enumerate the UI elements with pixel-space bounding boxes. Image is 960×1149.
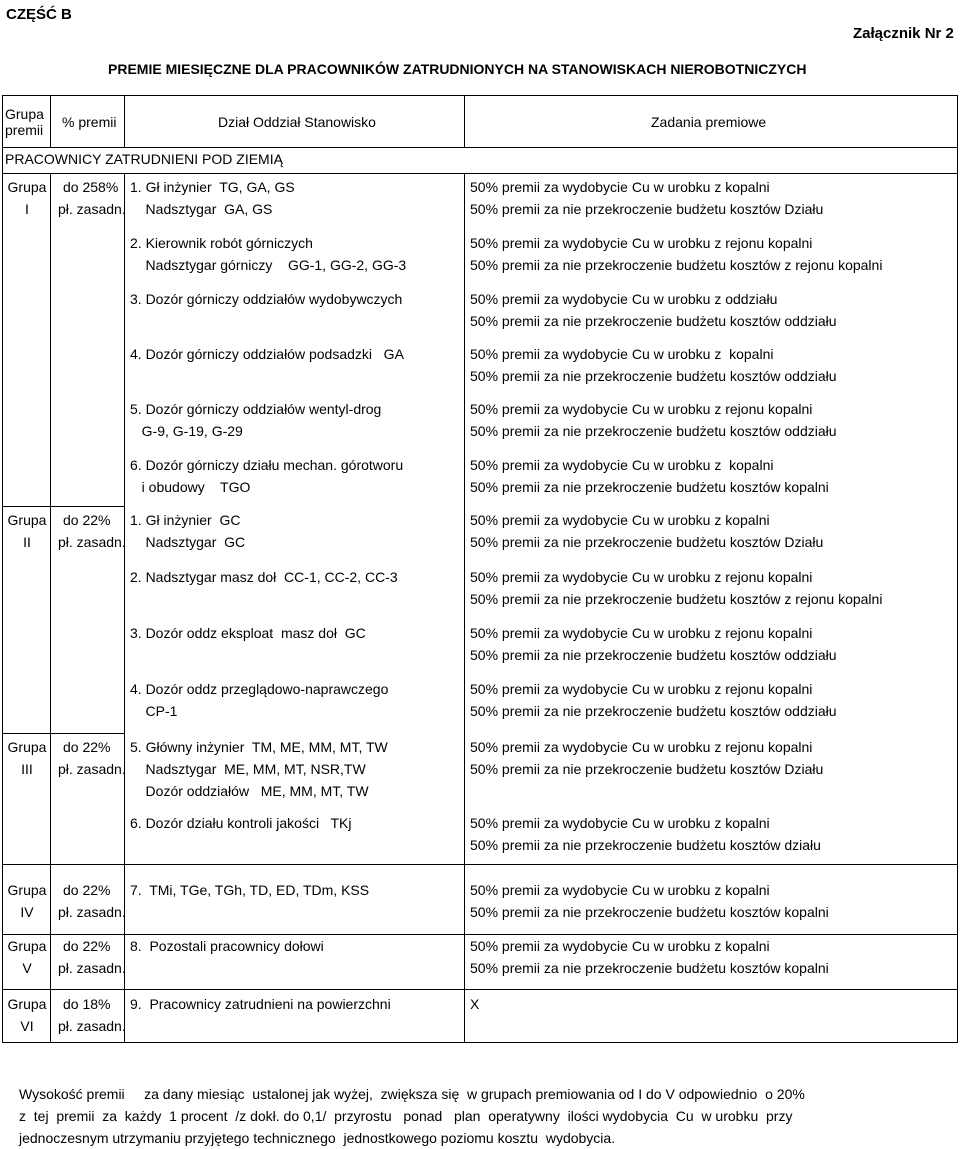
section-row-border (2, 173, 958, 174)
group-cell: Grupa V (7, 938, 47, 976)
group-cell: Grupa I (7, 179, 47, 217)
header-tasks: Zadania premiowe (651, 114, 767, 130)
position-cell: 9. Pracownicy zatrudnieni na powierzchni (130, 996, 391, 1012)
table-bottom-border (2, 1042, 958, 1043)
footer-note: Wysokość premii za dany miesiąc ustalonej jak wyżej, zwiększa się w grupach premiowania od I do V odpowiednio o 20% z tej premii za każdy 1 procent /z dokł. do 0,1/ przyrostu ponad plan operatywny ilości wydobycia Cu w urobku przy jednoczesnym utrzymaniu przyjętego technicznego jednostkowego poziomu kosztu wydobycia. (19, 1086, 805, 1146)
percent-cell: do 22% pł. zasadn. (58, 739, 126, 777)
header-group: Grupa premii (5, 106, 44, 138)
percent-cell: do 22% pł. zasadn. (58, 938, 126, 976)
group-cell: Grupa III (7, 739, 47, 777)
tasks-cell: 50% premii za wydobycie Cu w urobku z kopalni 50% premii za nie przekroczenie budżetu kosztów Działu (470, 512, 824, 550)
tasks-cell: 50% premii za wydobycie Cu w urobku z kopalni 50% premii za nie przekroczenie budżetu kosztów oddziału (470, 346, 837, 384)
position-cell: 2. Kierownik robót górniczych Nadsztygar górniczy GG-1, GG-2, GG-3 (130, 235, 407, 273)
column-divider (464, 173, 465, 1043)
group-separator (2, 989, 958, 990)
table-right-border (957, 95, 958, 1043)
tasks-cell: 50% premii za wydobycie Cu w urobku z rejonu kopalni 50% premii za nie przekroczenie budżetu kosztów z rejonu kopalni (470, 235, 883, 273)
tasks-cell: 50% premii za wydobycie Cu w urobku z kopalni 50% premii za nie przekroczenie budżetu kosztów działu (470, 815, 821, 853)
header-bottom-border (2, 147, 958, 148)
header-position: Dział Oddział Stanowisko (218, 114, 376, 130)
column-divider (124, 95, 125, 148)
percent-cell: do 18% pł. zasadn. (58, 996, 126, 1034)
tasks-cell: 50% premii za wydobycie Cu w urobku z kopalni 50% premii za nie przekroczenie budżetu kosztów kopalni (470, 938, 829, 976)
position-cell: 4. Dozór oddz przeglądowo-naprawczego CP-1 (130, 681, 389, 719)
position-cell: 4. Dozór górniczy oddziałów podsadzki GA (130, 346, 404, 362)
column-divider (50, 95, 51, 148)
position-cell: 1. Gł inżynier GC Nadsztygar GC (130, 512, 246, 550)
position-cell: 5. Główny inżynier TM, ME, MM, MT, TW Nadsztygar ME, MM, MT, NSR,TW Dozór oddziałów ME, MM, MT, TW (130, 739, 388, 799)
percent-cell: do 22% pł. zasadn. (58, 882, 126, 920)
table-top-border (2, 95, 958, 96)
document-title: PREMIE MIESIĘCZNE DLA PRACOWNIKÓW ZATRUDNIONYCH NA STANOWISKACH NIEROBOTNICZYCH (108, 61, 807, 77)
group-cell: Grupa II (7, 512, 47, 550)
group-cell: Grupa IV (7, 882, 47, 920)
tasks-cell: 50% premii za wydobycie Cu w urobku z rejonu kopalni 50% premii za nie przekroczenie budżetu kosztów oddziału (470, 401, 837, 439)
tasks-cell: 50% premii za wydobycie Cu w urobku z rejonu kopalni 50% premii za nie przekroczenie budżetu kosztów Działu (470, 739, 824, 777)
group-separator (2, 864, 958, 865)
header-percent: % premii (62, 114, 117, 130)
position-cell: 3. Dozór górniczy oddziałów wydobywczych (130, 291, 403, 307)
position-cell: 8. Pozostali pracownicy dołowi (130, 938, 324, 954)
annex-label: Załącznik Nr 2 (853, 25, 954, 42)
section-label: PRACOWNICY ZATRUDNIENI POD ZIEMIĄ (5, 151, 283, 167)
tasks-cell: 50% premii za wydobycie Cu w urobku z kopalni 50% premii za nie przekroczenie budżetu kosztów kopalni (470, 457, 829, 495)
tasks-cell: 50% premii za wydobycie Cu w urobku z rejonu kopalni 50% premii za nie przekroczenie budżetu kosztów oddziału (470, 681, 837, 719)
position-cell: 7. TMi, TGe, TGh, TD, ED, TDm, KSS (130, 882, 370, 898)
group-cell: Grupa VI (7, 996, 47, 1034)
group-separator (2, 506, 124, 507)
position-cell: 6. Dozór działu kontroli jakości TKj (130, 815, 352, 831)
part-label: CZĘŚĆ B (6, 6, 72, 23)
tasks-cell: 50% premii za wydobycie Cu w urobku z kopalni 50% premii za nie przekroczenie budżetu kosztów Działu (470, 179, 824, 217)
position-cell: 2. Nadsztygar masz doł CC-1, CC-2, CC-3 (130, 569, 398, 585)
column-divider (464, 95, 465, 148)
position-cell: 1. Gł inżynier TG, GA, GS Nadsztygar GA, GS (130, 179, 295, 217)
tasks-cell: 50% premii za wydobycie Cu w urobku z kopalni 50% premii za nie przekroczenie budżetu kosztów kopalni (470, 882, 829, 920)
position-cell: 3. Dozór oddz eksploat masz doł GC (130, 625, 366, 641)
tasks-cell: 50% premii za wydobycie Cu w urobku z oddziału 50% premii za nie przekroczenie budżetu kosztów oddziału (470, 291, 837, 329)
position-cell: 6. Dozór górniczy działu mechan. górotworu i obudowy TGO (130, 457, 404, 495)
percent-cell: do 22% pł. zasadn. (58, 512, 126, 550)
tasks-cell: 50% premii za wydobycie Cu w urobku z rejonu kopalni 50% premii za nie przekroczenie budżetu kosztów oddziału (470, 625, 837, 663)
position-cell: 5. Dozór górniczy oddziałów wentyl-drog G-9, G-19, G-29 (130, 401, 382, 439)
tasks-cell: 50% premii za wydobycie Cu w urobku z rejonu kopalni 50% premii za nie przekroczenie budżetu kosztów z rejonu kopalni (470, 569, 883, 607)
tasks-cell: X (470, 996, 480, 1012)
group-separator (2, 733, 124, 734)
percent-cell: do 258% pł. zasadn. (58, 179, 126, 217)
